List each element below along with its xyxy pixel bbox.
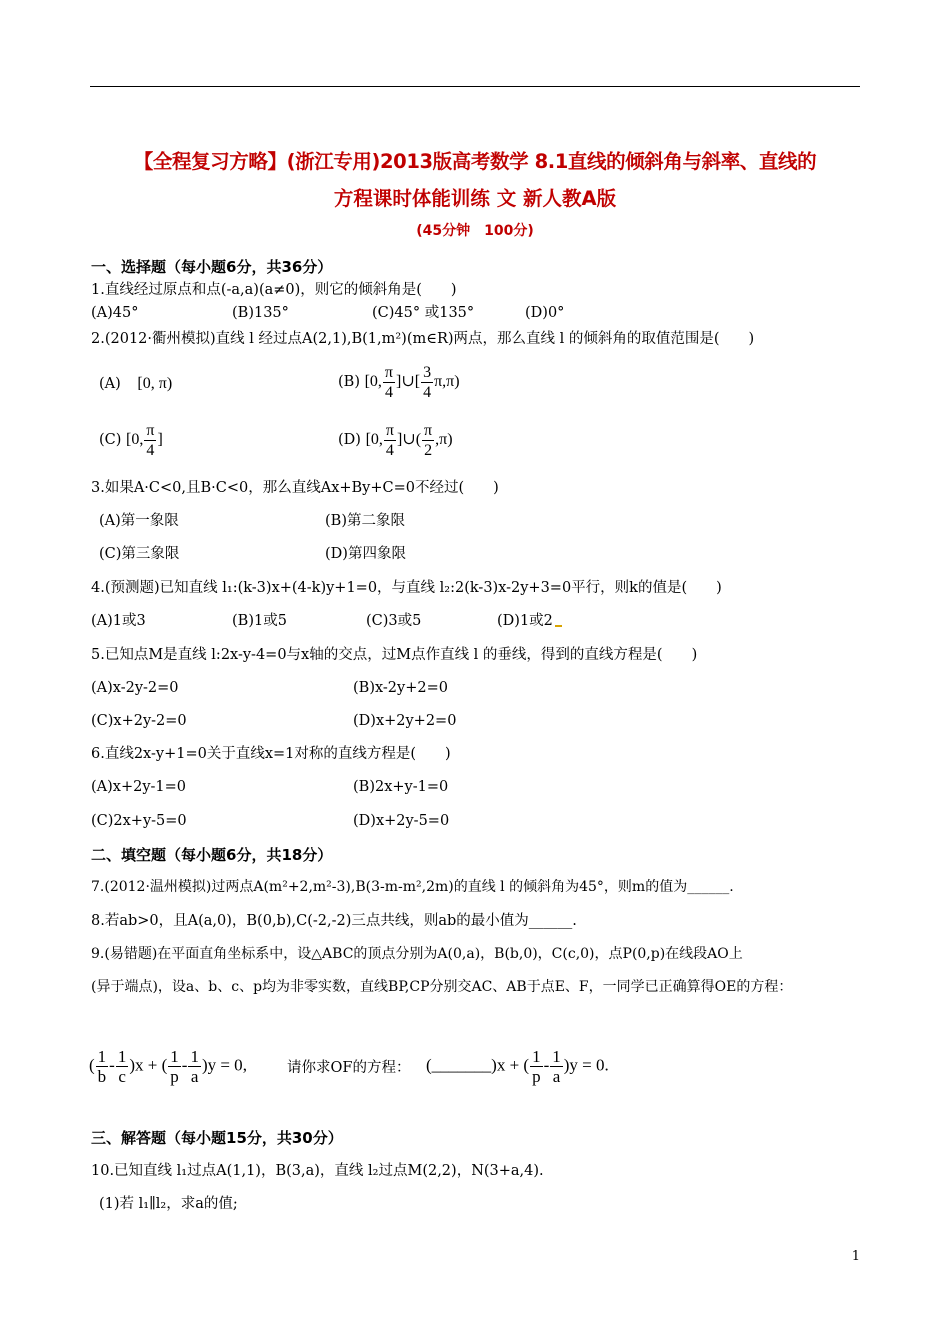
question-4-stem: 4.(预测题)已知直线 l₁:(k-3)x+(4-k)y+1=0，与直线 l₂:2(k-3)x-2y+3=0平行，则k的值是( ): [91, 580, 722, 596]
numerator: 1: [532, 1047, 541, 1066]
question-4-option-c: (C)3或5: [366, 613, 422, 629]
fraction-pi-over-4: [384, 421, 396, 460]
question-9-line1: 9.(易错题)在平面直角坐标系中，设△ABC的顶点分别为A(0,a)，B(b,0)，C(c,0)，点P(0,p)在线段AO上: [91, 946, 743, 962]
option-b-end: π,π): [434, 373, 460, 391]
question-2-stem: 2.(2012·衢州模拟)直线 l 经过点A(2,1),B(1,m²)(m∈R)两点，那么直线 l 的倾斜角的取值范围是( ): [91, 331, 755, 347]
denominator: a: [552, 1067, 561, 1086]
fraction-1-over-a: [188, 1047, 201, 1086]
question-3-option-d: (D)第四象限: [325, 546, 406, 562]
fraction-pi-over-2: [422, 421, 434, 460]
option-d-label: (D): [338, 432, 361, 449]
numerator: π: [385, 422, 394, 439]
option-d-text: (D)1或2: [497, 613, 553, 629]
answer-blank: (_______)x + (: [426, 1055, 530, 1075]
x-plus: )x + (: [129, 1055, 168, 1075]
y-equals-zero: )y = 0: [563, 1055, 605, 1075]
numerator: 1: [552, 1047, 561, 1066]
section-heading-answer: 三、解答题（每小题15分，共30分）: [91, 1129, 343, 1147]
fraction-1-over-a: [550, 1047, 563, 1086]
question-4-option-b: (B)1或5: [232, 613, 287, 629]
of-equation: [426, 1047, 609, 1086]
question-10-stem: 10.已知直线 l₁过点A(1,1)，B(3,a)，直线 l₂过点M(2,2)，N(3+a,4).: [91, 1163, 544, 1179]
option-c-label: (C): [99, 432, 122, 449]
fraction-1-over-p: [168, 1047, 181, 1086]
denominator: p: [532, 1067, 541, 1086]
page-number: 1: [851, 1249, 860, 1264]
section-heading-fill: 二、填空题（每小题6分，共18分）: [91, 846, 333, 864]
option-d-range: [365, 422, 453, 459]
comma: ,: [242, 1055, 247, 1075]
question-4-option-d: [497, 611, 564, 631]
question-4-option-a: (A)1或3: [91, 613, 146, 629]
question-5-option-b: (B)x-2y+2=0: [353, 680, 448, 696]
minus-sign: -: [543, 1055, 550, 1075]
option-c-range: [126, 422, 163, 459]
question-5-option-a: (A)x-2y-2=0: [91, 680, 179, 696]
period: .: [604, 1055, 609, 1075]
denominator: 4: [384, 384, 393, 401]
minus-sign: -: [109, 1055, 115, 1075]
y-equals-zero: )y = 0: [201, 1055, 243, 1075]
oe-equation: [89, 1047, 247, 1086]
minus-sign: -: [181, 1055, 188, 1075]
question-9-line2: (异于端点)，设a、b、c、p均为非零实数，直线BP,CP分别交AC、AB于点E、F，一同学已正确算得OE的方程：: [91, 979, 793, 995]
question-1-stem: 1.直线经过原点和点(-a,a)(a≠0)，则它的倾斜角是( ): [91, 282, 457, 298]
question-1-option-d: (D)0°: [525, 305, 565, 321]
option-a-range: [0, π): [137, 375, 173, 392]
question-1-option-b: (B)135°: [232, 305, 289, 321]
option-d-mid: ]∪(: [396, 431, 422, 449]
document-title-line1: 【全程复习方略】(浙江专用)2013版高考数学 8.1直线的倾斜角与斜率、直线的: [133, 150, 817, 173]
time-score-subtitle: (45分钟 100分): [416, 223, 534, 239]
fraction-1-over-b: [96, 1047, 109, 1086]
question-3-option-b: (B)第二象限: [325, 513, 405, 529]
option-a-label: (A): [99, 376, 121, 392]
option-d-left: [0,: [365, 431, 383, 449]
option-b-range: [364, 364, 460, 401]
question-5-stem: 5.已知点M是直线 l:2x-y-4=0与x轴的交点，过M点作直线 l 的垂线，得到的直线方程是( ): [91, 647, 698, 663]
numerator: π: [146, 422, 155, 439]
option-b-label: (B): [338, 374, 360, 391]
question-3-stem: 3.如果A·C<0,且B·C<0，那么直线Ax+By+C=0不经过( ): [91, 480, 499, 496]
fraction-pi-over-4: [144, 421, 156, 460]
numerator: 1: [117, 1047, 127, 1066]
header-rule: [90, 86, 860, 87]
question-3-option-c: (C)第三象限: [99, 546, 180, 562]
denominator: 4: [385, 442, 394, 459]
denominator: 4: [146, 442, 155, 459]
numerator: 3: [423, 364, 432, 381]
section-heading-choice: 一、选择题（每小题6分，共36分）: [91, 258, 333, 276]
question-3-option-a: (A)第一象限: [99, 513, 179, 529]
question-2-option-d: [338, 421, 453, 460]
question-6-option-b: (B)2x+y-1=0: [353, 779, 449, 795]
edit-mark-icon: [555, 625, 562, 627]
question-6-option-d: (D)x+2y-5=0: [353, 813, 450, 829]
question-7: 7.(2012·温州模拟)过两点A(m²+2,m²-3),B(3-m-m²,2m)的直线 l 的倾斜角为45°，则m的值为______.: [91, 879, 734, 895]
question-6-stem: 6.直线2x-y+1=0关于直线x=1对称的直线方程是( ): [91, 746, 451, 762]
question-6-option-a: (A)x+2y-1=0: [91, 779, 187, 795]
question-9-ask: 请你求OF的方程：: [287, 1060, 411, 1076]
question-6-option-c: (C)2x+y-5=0: [91, 813, 187, 829]
question-1-option-a: (A)45°: [91, 305, 139, 321]
fraction-pi-over-4: [383, 363, 395, 402]
fraction-1-over-c: [116, 1047, 129, 1086]
option-c-end: ]: [157, 431, 163, 449]
denominator: p: [170, 1067, 179, 1086]
denominator: a: [190, 1067, 199, 1086]
numerator: π: [384, 364, 393, 381]
question-2-option-c: [99, 421, 163, 460]
question-8: 8.若ab>0，且A(a,0)，B(0,b),C(-2,-2)三点共线，则ab的最小值为______.: [91, 913, 577, 929]
paren-open: (: [89, 1055, 95, 1075]
option-d-end: ,π): [435, 431, 453, 449]
question-1-option-c: (C)45° 或135°: [372, 305, 475, 321]
denominator: b: [97, 1067, 107, 1086]
fraction-1-over-p: [530, 1047, 543, 1086]
numerator: 1: [97, 1047, 107, 1066]
denominator: 4: [423, 384, 432, 401]
option-b-mid: ]∪[: [396, 373, 421, 391]
option-b-left: [0,: [364, 373, 382, 391]
question-5-option-c: (C)x+2y-2=0: [91, 713, 187, 729]
question-10-part-1: (1)若 l₁∥l₂，求a的值;: [99, 1196, 238, 1212]
question-2-option-b: [338, 363, 460, 402]
fraction-3-over-4: [421, 363, 433, 402]
document-title-line2: 方程课时体能训练 文 新人教A版: [333, 187, 617, 210]
question-5-option-d: (D)x+2y+2=0: [353, 713, 457, 729]
numerator: 1: [190, 1047, 199, 1066]
denominator: c: [118, 1067, 126, 1086]
question-2-option-a: [99, 374, 172, 394]
denominator: 2: [424, 442, 433, 459]
numerator: 1: [170, 1047, 179, 1066]
option-c-left: [0,: [126, 431, 144, 449]
numerator: π: [424, 422, 433, 439]
